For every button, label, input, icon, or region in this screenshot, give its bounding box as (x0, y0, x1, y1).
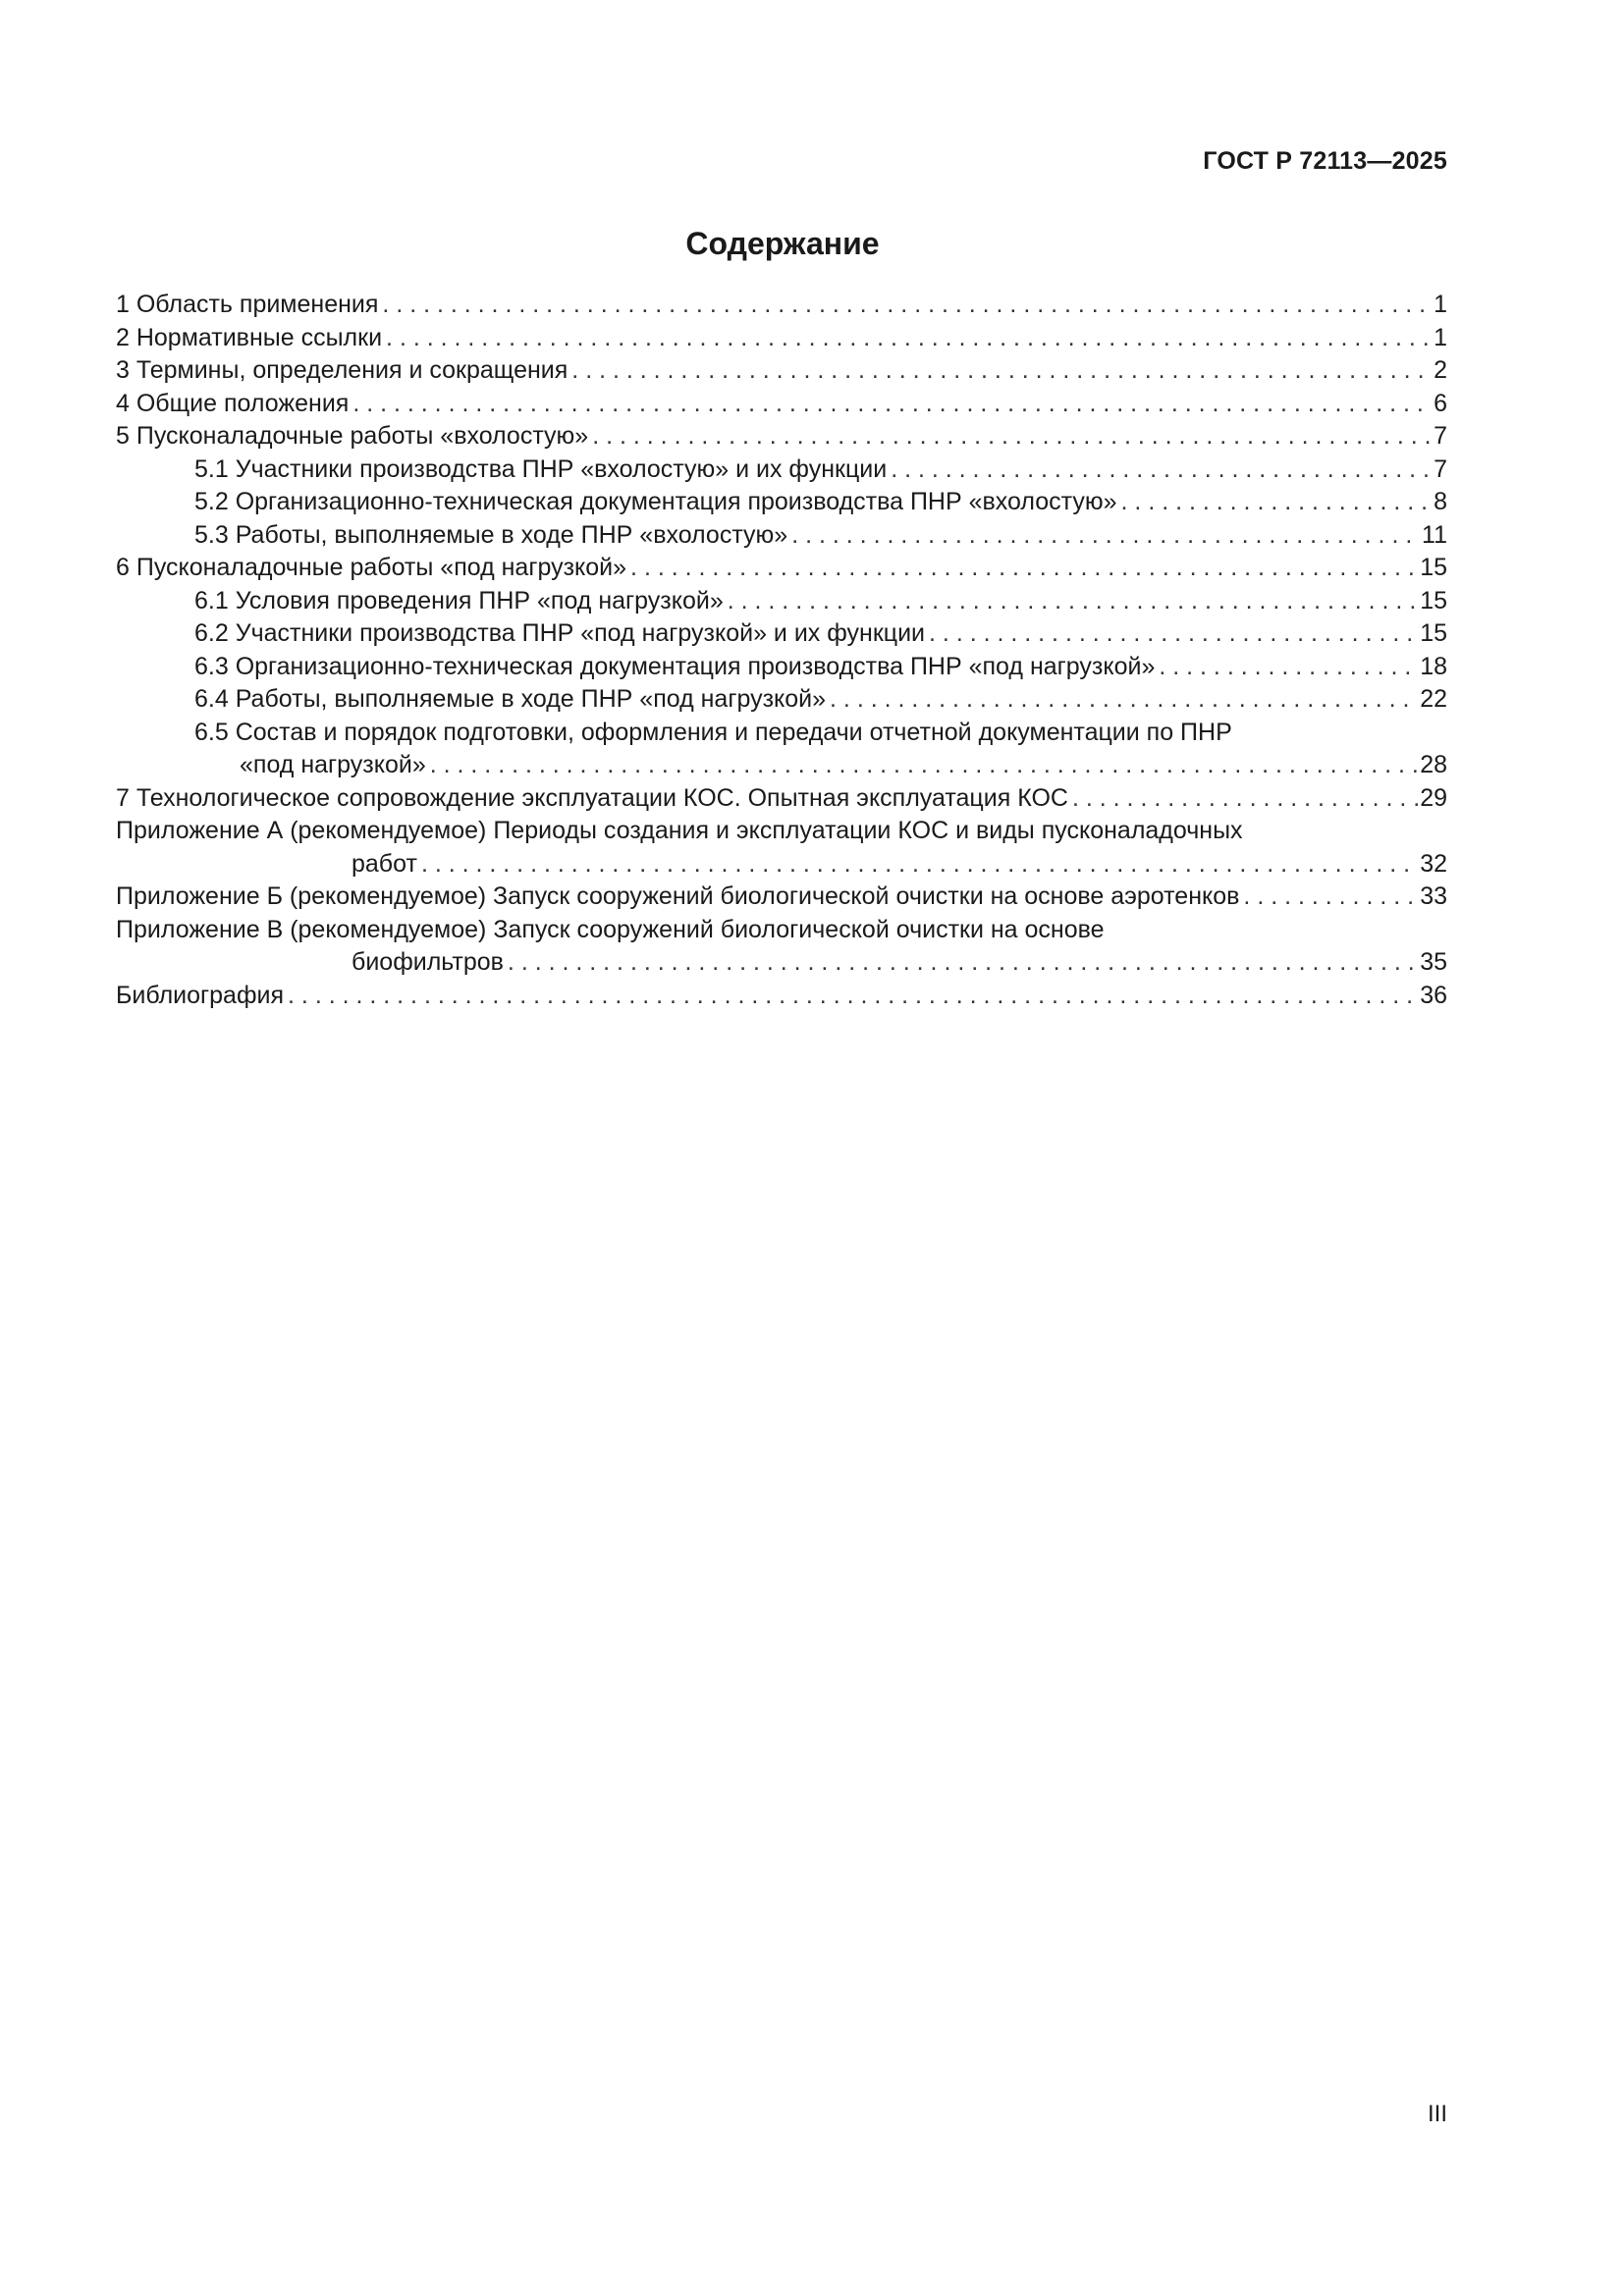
toc-entry-label-line1: 6.5 Состав и порядок подготовки, оформления и передачи отчетной документации по ПНР (194, 718, 1232, 746)
toc-entry-label-line1: Приложение В (рекомендуемое) Запуск сооружений биологической очистки на основе (116, 915, 1105, 943)
toc-appendix-entry[interactable] (116, 815, 1447, 881)
dot-leader (382, 289, 1432, 322)
dot-leader (1121, 486, 1433, 519)
toc-entry-page: 7 (1434, 454, 1447, 483)
toc-entry-page: 1 (1434, 323, 1447, 351)
dot-leader (352, 388, 1432, 421)
dot-leader (592, 420, 1432, 454)
dot-leader (891, 454, 1432, 487)
toc-entry-label: 6.1 Условия проведения ПНР «под нагрузкой» (194, 586, 724, 614)
toc-title: Содержание (685, 226, 880, 261)
toc-subentry[interactable] (116, 651, 1447, 684)
toc-entry-label-line2: биофильтров (352, 948, 504, 976)
toc-entry-label: 5.2 Организационно-техническая документация производства ПНР «вхолостую» (194, 488, 1117, 515)
toc-entry-label: 5.3 Работы, выполняемые в ходе ПНР «вхолостую» (194, 520, 788, 549)
dot-leader (728, 585, 1418, 618)
toc-subentry[interactable] (116, 717, 1447, 782)
toc-entry[interactable] (116, 782, 1447, 816)
dot-leader (630, 552, 1418, 585)
toc-entry-label: 3 Термины, определения и сокращения (116, 356, 568, 384)
toc-subentry[interactable] (116, 519, 1447, 553)
dot-leader (1243, 881, 1418, 914)
toc-entry[interactable] (116, 388, 1447, 421)
dot-leader (929, 617, 1418, 651)
dot-leader (571, 354, 1432, 388)
dot-leader (421, 848, 1418, 881)
toc-entry[interactable] (116, 289, 1447, 322)
toc-entry-label-line1: Приложение А (рекомендуемое) Периоды создания и эксплуатации КОС и виды пусконаладочных (116, 817, 1243, 844)
toc-entry-page: 36 (1420, 981, 1447, 1009)
toc-entry-page: 18 (1420, 652, 1447, 680)
toc-entry-page: 15 (1420, 586, 1447, 614)
dot-leader (430, 749, 1418, 782)
toc-subentry[interactable] (116, 585, 1447, 618)
toc-entry-label: 6 Пусконаладочные работы «под нагрузкой» (116, 554, 627, 581)
toc-entry-page: 8 (1434, 488, 1447, 515)
toc-entry-label: 7 Технологическое сопровождение эксплуатации КОС. Опытная эксплуатация КОС (116, 783, 1068, 812)
toc-entry-page: 15 (1420, 619, 1447, 647)
toc-entry-page: 2 (1434, 356, 1447, 384)
toc-subentry[interactable] (116, 683, 1447, 717)
toc-subentry[interactable] (116, 617, 1447, 651)
toc-entry[interactable] (116, 552, 1447, 585)
toc-entry[interactable] (116, 322, 1447, 355)
dot-leader (830, 683, 1418, 717)
toc-entry-label: 6.4 Работы, выполняемые в ходе ПНР «под нагрузкой» (194, 685, 827, 713)
toc-entry-page: 22 (1420, 685, 1447, 713)
toc-entry-page: 6 (1434, 389, 1447, 417)
dot-leader (791, 519, 1420, 553)
toc-appendix-entry[interactable] (116, 881, 1447, 914)
toc-entry-label: 6.3 Организационно-техническая документация производства ПНР «под нагрузкой» (194, 652, 1156, 680)
toc-entry-page: 32 (1420, 849, 1447, 878)
toc-entry-page: 1 (1434, 291, 1447, 318)
toc-entry-page: 28 (1420, 751, 1447, 778)
toc-entry-label: 1 Область применения (116, 291, 379, 318)
toc-entry-label-line2: «под нагрузкой» (240, 751, 426, 778)
toc-entry-label: 6.2 Участники производства ПНР «под нагрузкой» и их функции (194, 619, 926, 647)
toc-entry-label: 4 Общие положения (116, 389, 350, 417)
toc-entry-page: 29 (1420, 783, 1447, 812)
toc-entry-page: 15 (1420, 554, 1447, 581)
dot-leader (288, 980, 1418, 1013)
toc-entry[interactable] (116, 980, 1447, 1013)
document-code: ГОСТ Р 72113—2025 (1203, 147, 1447, 175)
toc-entry-label: Библиография (116, 981, 285, 1009)
toc-entry-label: Приложение Б (рекомендуемое) Запуск сооружений биологической очистки на основе аэротенков (116, 882, 1240, 910)
toc-subentry[interactable] (116, 486, 1447, 519)
dot-leader (386, 322, 1432, 355)
toc-entry-label: 5.1 Участники производства ПНР «вхолостую» и их функции (194, 454, 888, 483)
toc-entry[interactable] (116, 354, 1447, 388)
toc-subentry[interactable] (116, 454, 1447, 487)
toc-entry-page: 35 (1420, 948, 1447, 976)
toc-entry-page: 11 (1422, 520, 1447, 549)
toc-entry-label: 5 Пусконаладочные работы «вхолостую» (116, 422, 589, 450)
page-number: III (1427, 2101, 1447, 2127)
toc-entry-label-line2: работ (352, 849, 417, 878)
toc-appendix-entry[interactable] (116, 914, 1447, 980)
toc-entry-page: 7 (1434, 422, 1447, 450)
toc-entry-page: 33 (1420, 882, 1447, 910)
toc-entry[interactable] (116, 420, 1447, 454)
dot-leader (1159, 651, 1418, 684)
table-of-contents (116, 289, 1447, 1012)
dot-leader (1072, 782, 1418, 816)
toc-entry-label: 2 Нормативные ссылки (116, 323, 383, 351)
dot-leader (508, 946, 1418, 980)
